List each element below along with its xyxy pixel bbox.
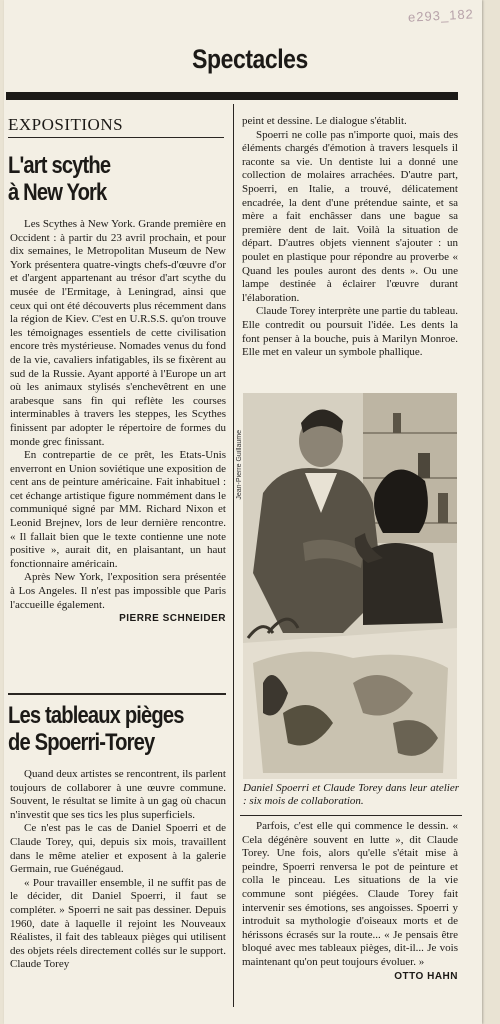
- article1-body: [10, 218, 226, 626]
- article2-paragraph: Parfois, c'est elle qui commence le dessin. « Cela dégénère souvent en lutte », dit Claude Torey. Une fois, alors qu'elle s'était mise à peindre, Spoerri renversa le pot de peinture et colla le pinceau. Les situations de la vie commune sont piégées. Claude Torey fait intervenir ses émotions, ses angoisses. Spoerri y introduit sa mythologie d'oiseaux morts et de hérissons écrasés sur la route... « Je pensais être bloqué avec mes tableaux pièges, dit-il... Je vois maintenant qu'on peut toujours évoluer. »: [242, 820, 458, 968]
- article2-body-col1: [10, 768, 226, 972]
- article1-paragraph: Les Scythes à New York. Grande première en Occident : à partir du 23 avril prochain, et pour dix semaines, le Metropolitan Museum de New York présentera quatre-vingts chefs-d'œuvre d'or et d'argent appartenant au trésor d'art scythe du musée de l'Ermitage, à Leningrad, ainsi que ceux qui ont été découverts plus récemment dans la région de Kiev. C'est en U.R.S.S. qu'on trouve les témoignages essentiels de cette civilisation encore très mystérieuse. Nomades venus du fond de la vie, cavaliers infatigables, ils se fixèrent au sud de la Russie. Ayant apporté à l'Europe un art où les animaux stylisés s'enchevêtrent en une arabesque sans fin qui reflète les courses interminables à travers les steppes, les Scythes finissent par adopter le répertoire de formes du monde grec finissant.: [10, 218, 226, 448]
- article1-paragraph: En contrepartie de ce prêt, les Etats-Unis enverront en Union soviétique une exposition de cent ans de peinture américaine. Fait inhabituel : cet échange artistique figure nommément dans le communiqué signé par MM. Richard Nixon et Leonid Brejnev, lors de leur dernière rencontre. « Il fallait bien que le texte contienne une note positive », aurait dit, en plaisantant, un haut fonctionnaire américain.: [10, 449, 226, 570]
- article2-paragraph: Quand deux artistes se rencontrent, ils parlent toujours de collaborer à une œuvre commune. Souvent, le résultat se limite à un gag où chacun n'investit que ses tics les plus superficiels.: [10, 768, 226, 821]
- article2-body-col2-bottom: [242, 820, 458, 983]
- article2-paragraph: « Pour travailler ensemble, il ne suffit pas de le décider, dit Daniel Spoerri, il faut se compléter. » Spoerri ne sait pas dessiner. Depuis 1960, date à laquelle il rejoint les Nouveaux Réalistes, il fait des tableaux pièges qui utilisent des objets réels directement collés sur le support. Claude Torey: [10, 876, 226, 971]
- section-rule: [8, 137, 224, 138]
- article2-paragraph: Spoerri ne colle pas n'importe quoi, mais des éléments chargés d'émotion à travers lesquels il raconte sa vie. Un dentiste lui a donné une collection de molaires arrachées. D'autre part, Spoerri, en Italie, a trouvé, délicatement encadrée, la dent d'une prétendue sainte, et sa mère a fait enchâsser dans une bague sa première dent de lait. Voilà la situation de départ. D'autres objets viennent s'ajouter : un poulet en plastique pour répondre au proverbe « Quand les poules auront des dents ». Ou une lampe destinée à éclairer l'œuvre durant l'élaboration.: [242, 128, 458, 304]
- archive-reference: e293_182: [407, 6, 475, 25]
- masthead-rule: [6, 92, 458, 100]
- artists-photo: [243, 393, 457, 779]
- article2-paragraph: Ce n'est pas le cas de Daniel Spoerri et de Claude Torey, qui, depuis six mois, travaillent dans le même atelier et exposent à la galerie Germain, rue Guénégaud.: [10, 822, 226, 876]
- column-divider: [233, 104, 234, 1007]
- article1-paragraph: Après New York, l'exposition sera présentée à Los Angeles. Il n'est pas impossible que Paris l'accueille également.: [10, 571, 226, 611]
- masthead: Spectacles: [192, 44, 308, 74]
- section-label: EXPOSITIONS: [8, 115, 124, 134]
- article2-headline-line2: de Spoerri-Torey: [8, 729, 155, 756]
- article2-headline-line1: Les tableaux pièges: [8, 702, 184, 729]
- article2-body-col2-top: [242, 115, 458, 360]
- article2-headline: [8, 702, 184, 756]
- article-separator: [8, 693, 226, 695]
- photo-caption: Daniel Spoerri et Claude Torey dans leur atelier : six mois de collaboration.: [243, 782, 459, 807]
- photo-credit: Jean-Pierre Guillaume: [236, 430, 243, 500]
- article2-paragraph: peint et dessine. Le dialogue s'établit.: [242, 115, 407, 127]
- article1-signature: PIERRE SCHNEIDER: [119, 613, 226, 625]
- photo-illustration: [243, 393, 457, 779]
- article2-signature: OTTO HAHN: [394, 970, 458, 982]
- article1-headline-line2: à New York: [8, 179, 107, 206]
- article1-headline: [8, 152, 110, 206]
- caption-rule: [240, 815, 462, 816]
- article2-paragraph: Claude Torey interprète une partie du tableau. Elle contredit ou poursuit l'idée. Les dents la font penser à la bouche, puis à Marilyn Monroe. Elle met en valeur un symbole phallique.: [242, 305, 458, 359]
- article1-headline-line1: L'art scythe: [8, 152, 111, 179]
